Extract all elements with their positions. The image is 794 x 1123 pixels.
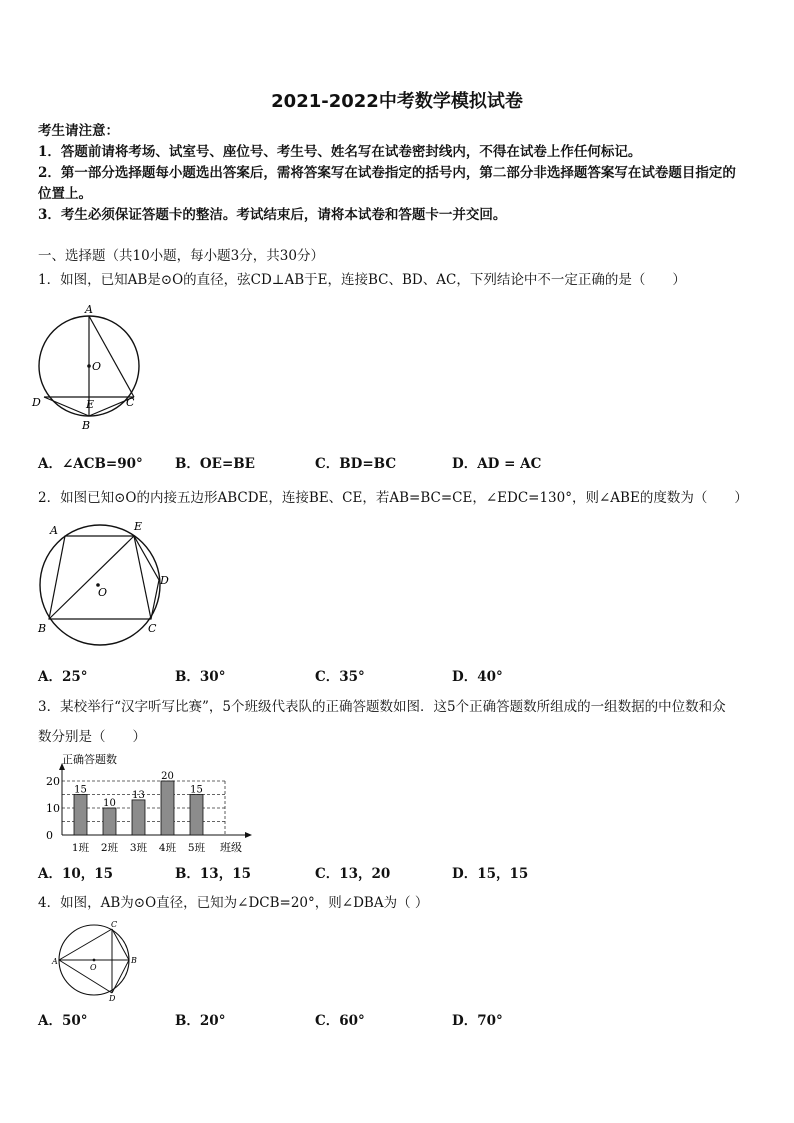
bar-1 xyxy=(74,795,87,836)
y-tick-10: 10 xyxy=(46,802,60,815)
bar-4 xyxy=(161,781,174,835)
q1-option-d[interactable]: D．AD = AC xyxy=(452,456,542,472)
label-O: O xyxy=(92,360,102,373)
label-B: B xyxy=(131,956,137,965)
data-label-2: 10 xyxy=(103,798,116,809)
bar-5 xyxy=(190,795,203,836)
q3-option-a[interactable]: A．10，15 xyxy=(38,866,114,882)
q3-option-c[interactable]: C．13，20 xyxy=(315,866,391,882)
y-tick-0: 0 xyxy=(46,829,53,842)
question-4-figure xyxy=(50,920,145,1002)
bar-2 xyxy=(103,808,116,835)
data-label-5: 15 xyxy=(190,784,203,796)
y-axis-label: 正确答题数 xyxy=(62,753,117,766)
y-tick-20: 20 xyxy=(46,775,60,788)
x-axis-label: 班级 xyxy=(220,841,242,854)
notice-item-2-cont: 位置上。 xyxy=(38,186,92,202)
label-B: B xyxy=(82,419,91,432)
label-D: D xyxy=(160,574,169,587)
q2-option-a[interactable]: A．25° xyxy=(38,669,88,685)
label-A: A xyxy=(50,524,58,537)
question-2-figure xyxy=(30,518,175,638)
notice-heading: 考生请注意： xyxy=(38,123,119,139)
notice-item-1: 1．答题前请将考场、试室号、座位号、考生号、姓名写在试卷密封线内，不得在试卷上作任何标记。 xyxy=(38,144,642,160)
q4-option-b[interactable]: B．20° xyxy=(175,1013,226,1029)
bar-chart xyxy=(30,748,260,858)
x-tick-4: 4班 xyxy=(158,842,177,854)
label-B: B xyxy=(38,622,47,635)
q3-option-d[interactable]: D．15，15 xyxy=(452,866,529,882)
notice-item-3: 3．考生必须保证答题卡的整洁。考试结束后，请将本试卷和答题卡一并交回。 xyxy=(38,207,507,223)
label-C: C xyxy=(126,396,135,409)
q3-option-b[interactable]: B．13，15 xyxy=(175,866,251,882)
q2-option-d[interactable]: D．40° xyxy=(452,669,503,685)
q2-option-b[interactable]: B．30° xyxy=(175,669,226,685)
label-D: D xyxy=(32,396,41,409)
question-3-text-1: 3．某校举行“汉字听写比赛”，5个班级代表队的正确答题数如图．这5个正确答题数所组成的一组数据的中位数和众 xyxy=(38,699,726,715)
section-header: 一、选择题（共10小题，每小题3分，共30分） xyxy=(38,248,324,264)
q4-option-c[interactable]: C．60° xyxy=(315,1013,365,1029)
label-D: D xyxy=(109,994,116,1003)
q1-option-a[interactable]: A．∠ACB=90° xyxy=(38,456,143,472)
label-O: O xyxy=(98,586,108,599)
x-axis-arrow xyxy=(245,832,252,838)
q2-option-c[interactable]: C．35° xyxy=(315,669,365,685)
q4-option-d[interactable]: D．70° xyxy=(452,1013,503,1029)
question-1-text: 1．如图，已知AB是⊙O的直径，弦CD⊥AB于E，连接BC、BD、AC，下列结论中不一定正确的是（ ） xyxy=(38,272,686,288)
q1-option-b[interactable]: B．OE=BE xyxy=(175,456,255,472)
label-E: E xyxy=(134,520,143,533)
label-E: E xyxy=(86,398,95,411)
page-title: 2021-2022中考数学模拟试卷 xyxy=(271,91,523,112)
x-tick-3: 3班 xyxy=(129,842,148,854)
label-A: A xyxy=(85,303,93,316)
data-label-4: 20 xyxy=(161,771,174,782)
label-A: A xyxy=(52,957,58,966)
label-C: C xyxy=(111,920,118,929)
label-O: O xyxy=(90,963,97,972)
bar-3 xyxy=(132,800,145,835)
question-1-figure xyxy=(30,300,140,432)
q1-option-c[interactable]: C．BD=BC xyxy=(315,456,397,472)
label-C: C xyxy=(148,622,157,635)
notice-item-2: 2．第一部分选择题每小题选出答案后，需将答案写在试卷指定的括号内，第二部分非选择题答案写在试卷题目指定的 xyxy=(38,165,736,181)
question-3-text-2: 数分别是（ ） xyxy=(38,729,146,745)
q4-option-a[interactable]: A．50° xyxy=(38,1013,88,1029)
question-4-text: 4．如图，AB为⊙O直径，已知为∠DCB=20°，则∠DBA为（ ） xyxy=(38,895,429,911)
x-tick-5: 5班 xyxy=(187,842,206,854)
x-tick-1: 1班 xyxy=(71,842,90,854)
data-label-1: 15 xyxy=(74,784,87,796)
x-tick-2: 2班 xyxy=(100,842,119,854)
question-2-text: 2．如图已知⊙O的内接五边形ABCDE，连接BE、CE，若AB=BC=CE，∠EDC=130°，则∠ABE的度数为（ ） xyxy=(38,490,748,506)
data-label-3: 13 xyxy=(132,789,145,801)
